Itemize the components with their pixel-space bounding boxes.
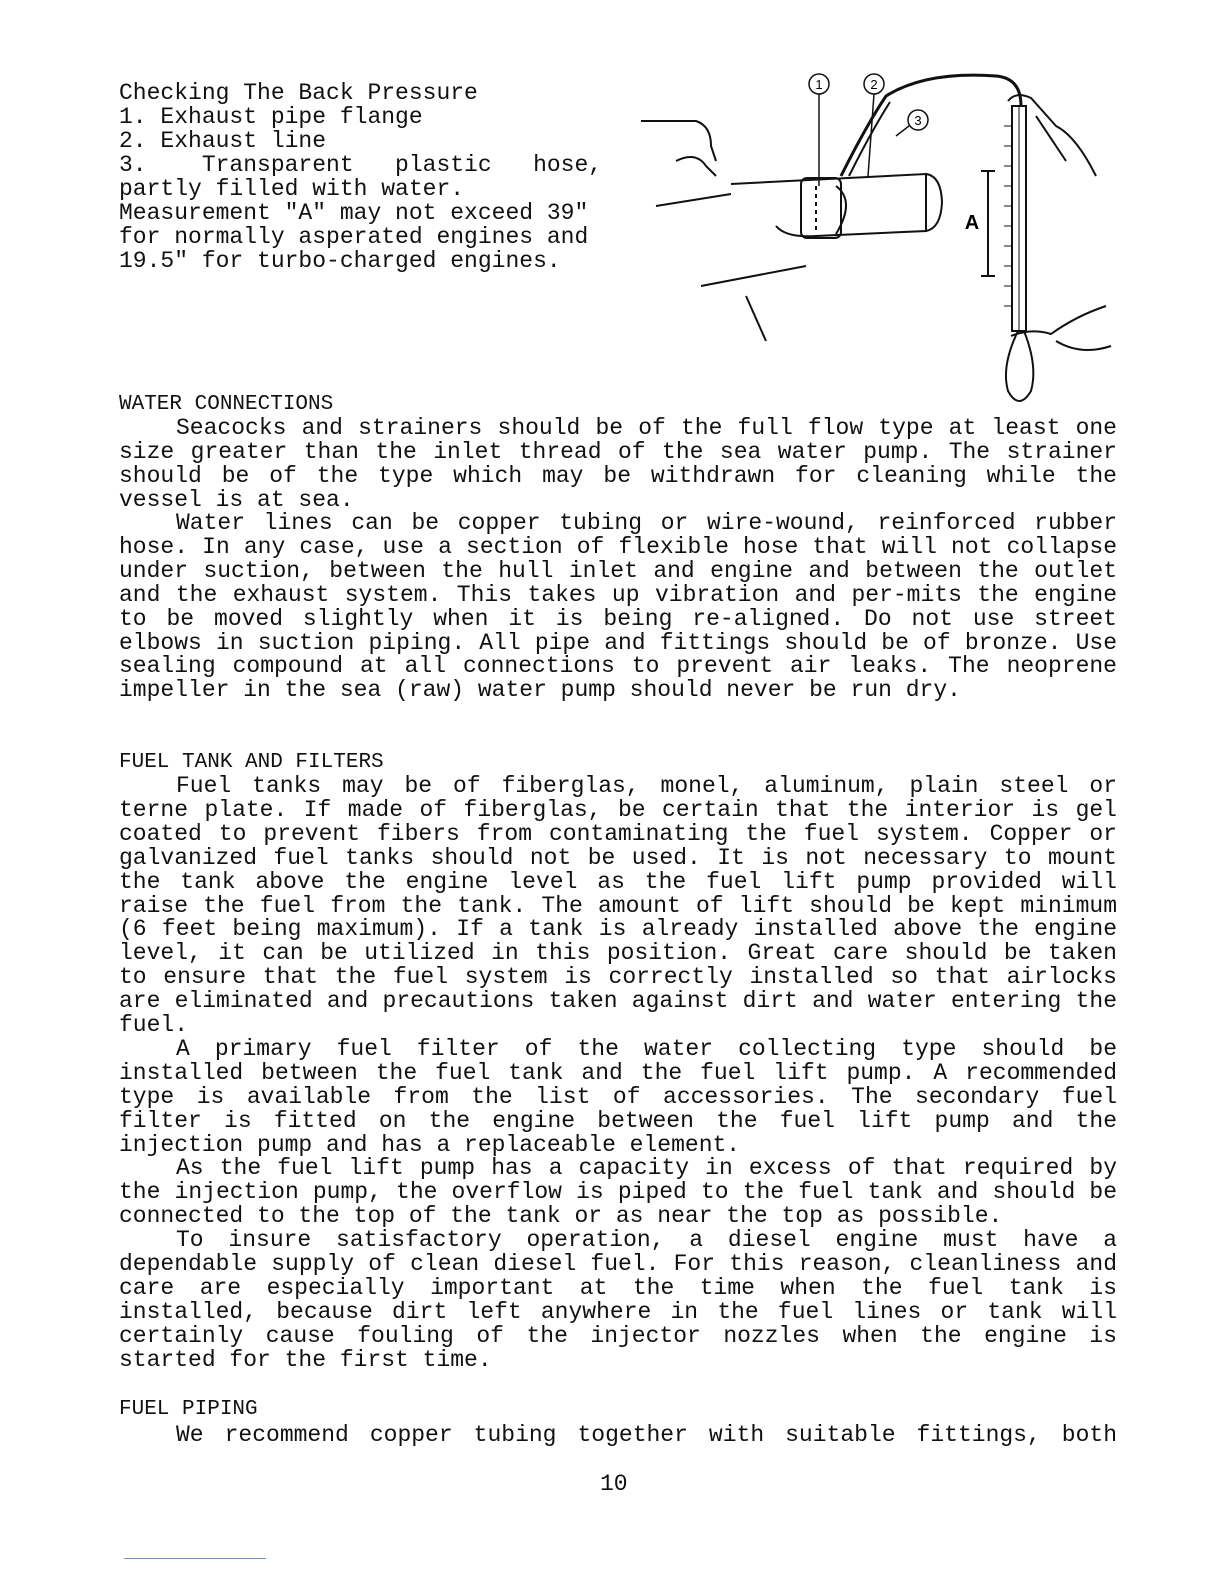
fuel-paragraph-3: As the fuel lift pump has a capacity in excess of that required by the injection pump, the overflow is piped to the fuel tank and should be connected to the top of the tank or as near the top as possible. bbox=[119, 1155, 1117, 1229]
exhaust-pipe-flange bbox=[801, 178, 841, 238]
caption-item-3-cont: partly filled with water. bbox=[119, 176, 465, 202]
caption-item-3: 3. Transparent plastic hose, bbox=[119, 152, 603, 178]
hose-loop bbox=[1006, 331, 1033, 401]
fuel-piping-paragraph-1 bbox=[119, 1424, 1117, 1448]
caption-item-2: 2. Exhaust line bbox=[119, 128, 327, 154]
page-number: 10 bbox=[600, 1471, 628, 1497]
water-paragraph-1: Seacocks and strainers should be of the full flow type at least one size greater than the inlet thread of the sea water pump. The strainer should be of the type which may be withdrawn for cleaning while the vessel is at sea. bbox=[119, 415, 1117, 513]
callout-2 bbox=[864, 74, 884, 94]
top-hand bbox=[1008, 95, 1096, 176]
water-connections-heading: WATER CONNECTIONS bbox=[119, 393, 334, 416]
fuel-piping-line: We recommend copper tubing together with suitable fittings, both bbox=[176, 1422, 1117, 1448]
fuel-tank-heading: FUEL TANK AND FILTERS bbox=[119, 751, 384, 774]
exhaust-line bbox=[731, 174, 926, 236]
caption-title: Checking The Back Pressure bbox=[119, 80, 478, 106]
fuel-paragraph-1: Fuel tanks may be of fiberglas, monel, aluminum, plain steel or terne plate. If made of fiberglas, be certain that the interior is gel coated to prevent fibers from contaminating the fuel system. Copper or galvanized fuel tanks should not be used. It is not necessary to mount the tank above the engine level as the fuel lift pump provided will raise the fuel from the tank. The amount of lift should be kept minimum (6 feet being maximum). If a tank is already installed above the engine level, it can be utilized in this position. Great care should be taken to ensure that the fuel system is correctly installed so that airlocks are eliminated and precautions taken against dirt and water entering the fuel. bbox=[119, 773, 1117, 1039]
footer-rule bbox=[124, 1558, 266, 1559]
svg-text:2: 2 bbox=[870, 77, 878, 92]
svg-text:1: 1 bbox=[815, 77, 823, 92]
dimension-label-a: A bbox=[964, 212, 980, 234]
measurement-note-3: 19.5" for turbo-charged engines. bbox=[119, 248, 561, 274]
water-paragraph-2: Water lines can be copper tubing or wire-wound, reinforced rubber hose. In any case, use a section of flexible hose that will not collapse under suction, between the hull inlet and engine and between the outlet and the exhaust system. This takes up vibration and per-mits the engine to be moved slightly when it is being re-aligned. Do not use street elbows in suction piping. All pipe and fittings should be of bronze. Use sealing compound at all connections to prevent air leaks. The neoprene impeller in the sea (raw) water pump should never be run dry. bbox=[119, 510, 1117, 704]
callout-3 bbox=[908, 110, 928, 130]
fuel-paragraph-2: A primary fuel filter of the water collecting type should be installed between the fuel tank and the fuel lift pump. A recommended type is available from the list of accessories. The secondary fuel filter is fitted on the engine between the fuel lift pump and the injection pump and has a replaceable element. bbox=[119, 1036, 1117, 1158]
svg-text:3: 3 bbox=[914, 113, 922, 128]
callout-1 bbox=[809, 74, 829, 94]
fuel-piping-heading: FUEL PIPING bbox=[119, 1398, 258, 1421]
measurement-note-2: for normally asperated engines and bbox=[119, 224, 589, 250]
caption-item-1: 1. Exhaust pipe flange bbox=[119, 104, 423, 130]
figure-caption bbox=[119, 81, 602, 273]
measurement-note-1: Measurement "A" may not exceed 39" bbox=[119, 200, 589, 226]
back-pressure-illustration bbox=[636, 66, 1116, 416]
fuel-paragraph-4: To insure satisfactory operation, a diesel engine must have a dependable supply of clean diesel fuel. For this reason, cleanliness and care are especially important at the time when the fuel tank is installed, because dirt left anywhere in the fuel lines or tank will certainly cause fouling of the injector nozzles when the engine is started for the first time. bbox=[119, 1227, 1117, 1373]
